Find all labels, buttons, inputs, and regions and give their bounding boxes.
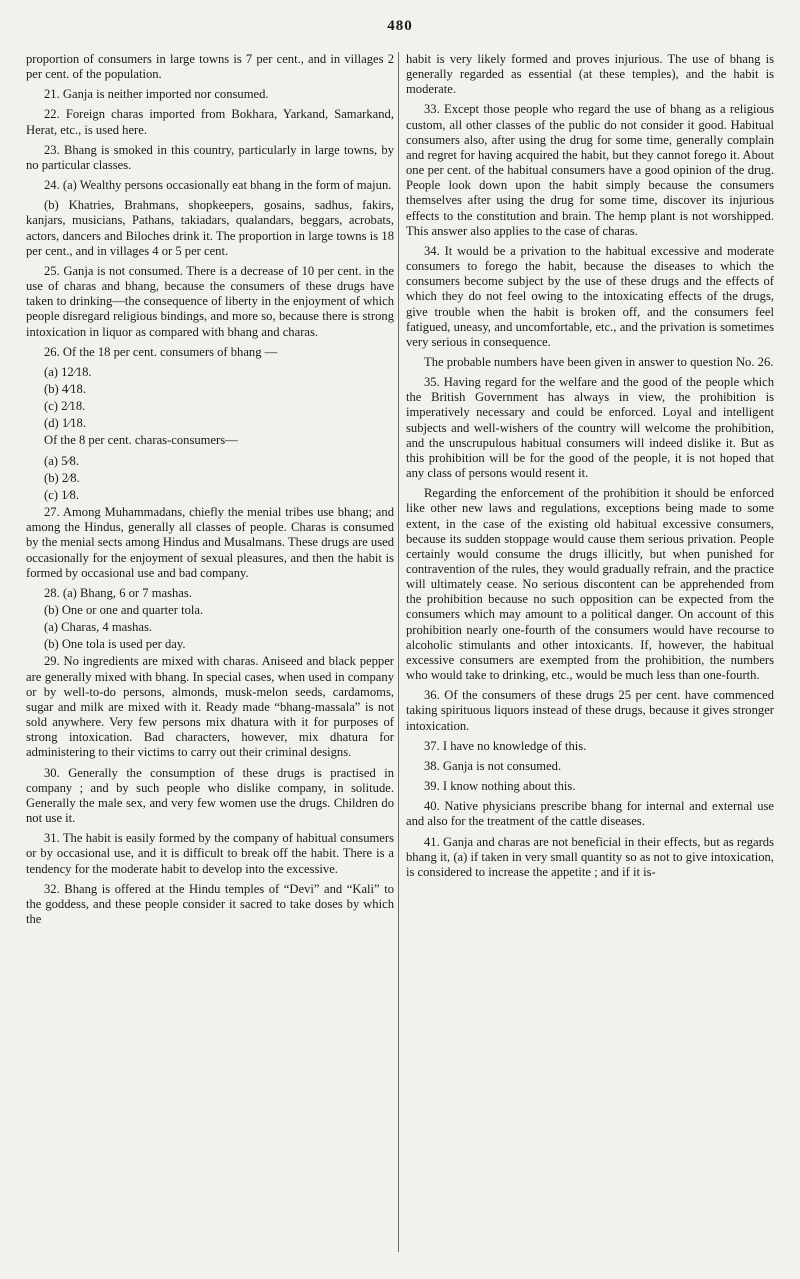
paragraph: 24. (a) Wealthy persons occasionally eat bhang in the form of majun. xyxy=(44,178,392,193)
paragraph: 37. I have no knowledge of this. xyxy=(424,738,587,753)
paragraph: 35. Having regard for the welfare and the good of the people which the British Government has always in view, the prohibition is imperatively necessary and could be enforced. Loyal and intelligent subjects and well-wishers of the country will welcome the prohibition, and the unscrupulous habitual consumers will indeed dislike it. But as this prohibition will be for the good of the people, it is not hoped that any class of persons would resent it. xyxy=(406,375,774,481)
dose-item: 28. (a) Bhang, 6 or 7 mashas. xyxy=(44,585,192,600)
paragraph: proportion of consumers in large towns is 7 per cent., and in villages 2 per cent. of the population. xyxy=(26,52,394,82)
paragraph: Regarding the enforcement of the prohibition it should be enforced like other new laws and regulations, exceptions being made to some extent, in the case of the existing old habitual excessive consumers, because its sudden stoppage would cause them serious privation. People certainly would consume the drugs illicitly, but when punished for contravention of the rules, they would gradually refrain, and the practice will ultimately cease. No serious discontent can be apprehended from the prohibition because no such opposition can be expected from the consumers which may amount to a political danger. On account of this prohibition nearly one-fourth of the consumers would have recourse to alcoholic stimulants and other intoxicants. If, however, the habitual excessive consumers are exempted from the prohibition, the numbers who would take to drinking, etc., would be much less than one-fourth. xyxy=(406,486,774,683)
left-column xyxy=(26,52,394,932)
dose-item: (b) One tola is used per day. xyxy=(44,637,186,652)
paragraph: 23. Bhang is smoked in this country, particularly in large towns, by no particular classes. xyxy=(26,142,394,172)
paragraph: Of the 8 per cent. charas-consumers— xyxy=(44,433,238,448)
column-divider xyxy=(398,52,399,1252)
fraction-item: (a) 12⁄18. xyxy=(44,364,92,379)
paragraph: 29. No ingredients are mixed with charas. Aniseed and black pepper are generally mixed with bhang. In special cases, when used in company or by well-to-do persons, almonds, musk-melon seeds, cardamoms, sugar and milk are mixed with it. Ready made “bhang-massala” is not sold anywhere. Very few persons mix dhatura with it for purposes of strong intoxication. Bad characters, however, mix dhatura for administering to their victims to carry out their criminal designs. xyxy=(26,654,394,760)
paragraph: 38. Ganja is not consumed. xyxy=(424,758,562,773)
paragraph: 21. Ganja is neither imported nor consumed. xyxy=(44,87,269,102)
paragraph: The probable numbers have been given in answer to question No. 26. xyxy=(424,354,774,369)
paragraph: 36. Of the consumers of these drugs 25 per cent. have commenced taking spirituous liquors instead of these drugs, because it gives stronger intoxication. xyxy=(406,688,774,733)
paragraph: 34. It would be a privation to the habitual excessive and moderate consumers to forego the habit, because the diseases to which the consumers become subject by the use of these drugs and the effects of which they do not feel owing to the intoxicating effects of the drugs, give trouble when the habit is broken off, and the consumers feel fatigued, uneasy, and uncomfortable, etc., and the privation is sometimes very serious in consequence. xyxy=(406,243,774,349)
paragraph: habit is very likely formed and proves injurious. The use of bhang is generally regarded as essential (at these temples), and the habit is moderate. xyxy=(406,52,774,97)
dose-item: (b) One or one and quarter tola. xyxy=(44,603,204,617)
fraction-item: (c) 1⁄8. xyxy=(44,487,79,502)
fraction-item: (b) 2⁄8. xyxy=(44,470,80,485)
fraction-item: (a) 5⁄8. xyxy=(44,453,79,468)
paragraph: 26. Of the 18 per cent. consumers of bhang — xyxy=(44,344,278,359)
paragraph: 32. Bhang is offered at the Hindu temples of “Devi” and “Kali” to the goddess, and these people consider it sacred to take doses by which the xyxy=(26,881,394,926)
paragraph: 39. I know nothing about this. xyxy=(424,779,576,794)
paragraph: 31. The habit is easily formed by the company of habitual consumers or by occasional use, and it is difficult to break off the habit. There is a tendency for the moderate habit to develop into the excessive. xyxy=(26,831,394,876)
fraction-item: (b) 4⁄18. xyxy=(44,381,86,396)
paragraph: 41. Ganja and charas are not beneficial in their effects, but as regards bhang it, (a) if taken in very small quantity so as not to give intoxication, is considered to increase the appetite ; and if it is- xyxy=(406,834,774,879)
page-number: 480 xyxy=(387,18,413,34)
dose-item: (a) Charas, 4 mashas. xyxy=(44,620,153,635)
fraction-item: (c) 2⁄18. xyxy=(44,399,86,414)
paragraph: 22. Foreign charas imported from Bokhara, Yarkand, Samarkand, Herat, etc., is used here. xyxy=(26,107,394,137)
paragraph: 30. Generally the consumption of these drugs is practised in company ; and by such people who dislike company, in solitude. Generally the male sex, and very few women use the drugs. Children do not use it. xyxy=(26,765,394,826)
paragraph: 33. Except those people who regard the use of bhang as a religious custom, all other classes of the public do not consider it good. Habitual consumers also, after using the drug for some time, generally complain and regret for having acquired the habit, but they cannot forego it. About one per cent. of the habitual consumers have a good opinion of the drug. People look down upon the habit simply because the consumers themselves after using the drug for some time, discover its injurious effects to the constitution and brain. The hemp plant is not worshipped. This answer also applies to the case of charas. xyxy=(406,102,774,238)
paragraph: 25. Ganja is not consumed. There is a decrease of 10 per cent. in the use of charas and bhang, because the consumers of these drugs have taken to drinking—the consequence of liberty in the enjoyment of which people disregard religious bindings, and more so, because there is strong intoxication in liquor as compared with bhang and charas. xyxy=(26,263,394,339)
paragraph: 40. Native physicians prescribe bhang for internal and external use and also for the treatment of the cattle diseases. xyxy=(406,799,774,829)
right-column xyxy=(406,52,774,885)
paragraph: (b) Khatries, Brahmans, shopkeepers, gosains, sadhus, fakirs, kanjars, musicians, Pathans, takiadars, qualandars, beggars, acrobats, actors, dancers and Biloches drink it. The proportion in large towns is 18 per cent., and in villages 4 or 5 per cent. xyxy=(26,198,394,258)
fraction-item: (d) 1⁄18. xyxy=(44,416,86,431)
paragraph: 27. Among Muhammadans, chiefly the menial tribes use bhang; and among the Hindus, generally all classes of people. Charas is consumed by the menial sects among Hindus and Musalmans. These drugs are used occasionally for the enjoyment of sexual pleasures, and then the habit is formed by occasional use and bad company. xyxy=(26,505,394,580)
